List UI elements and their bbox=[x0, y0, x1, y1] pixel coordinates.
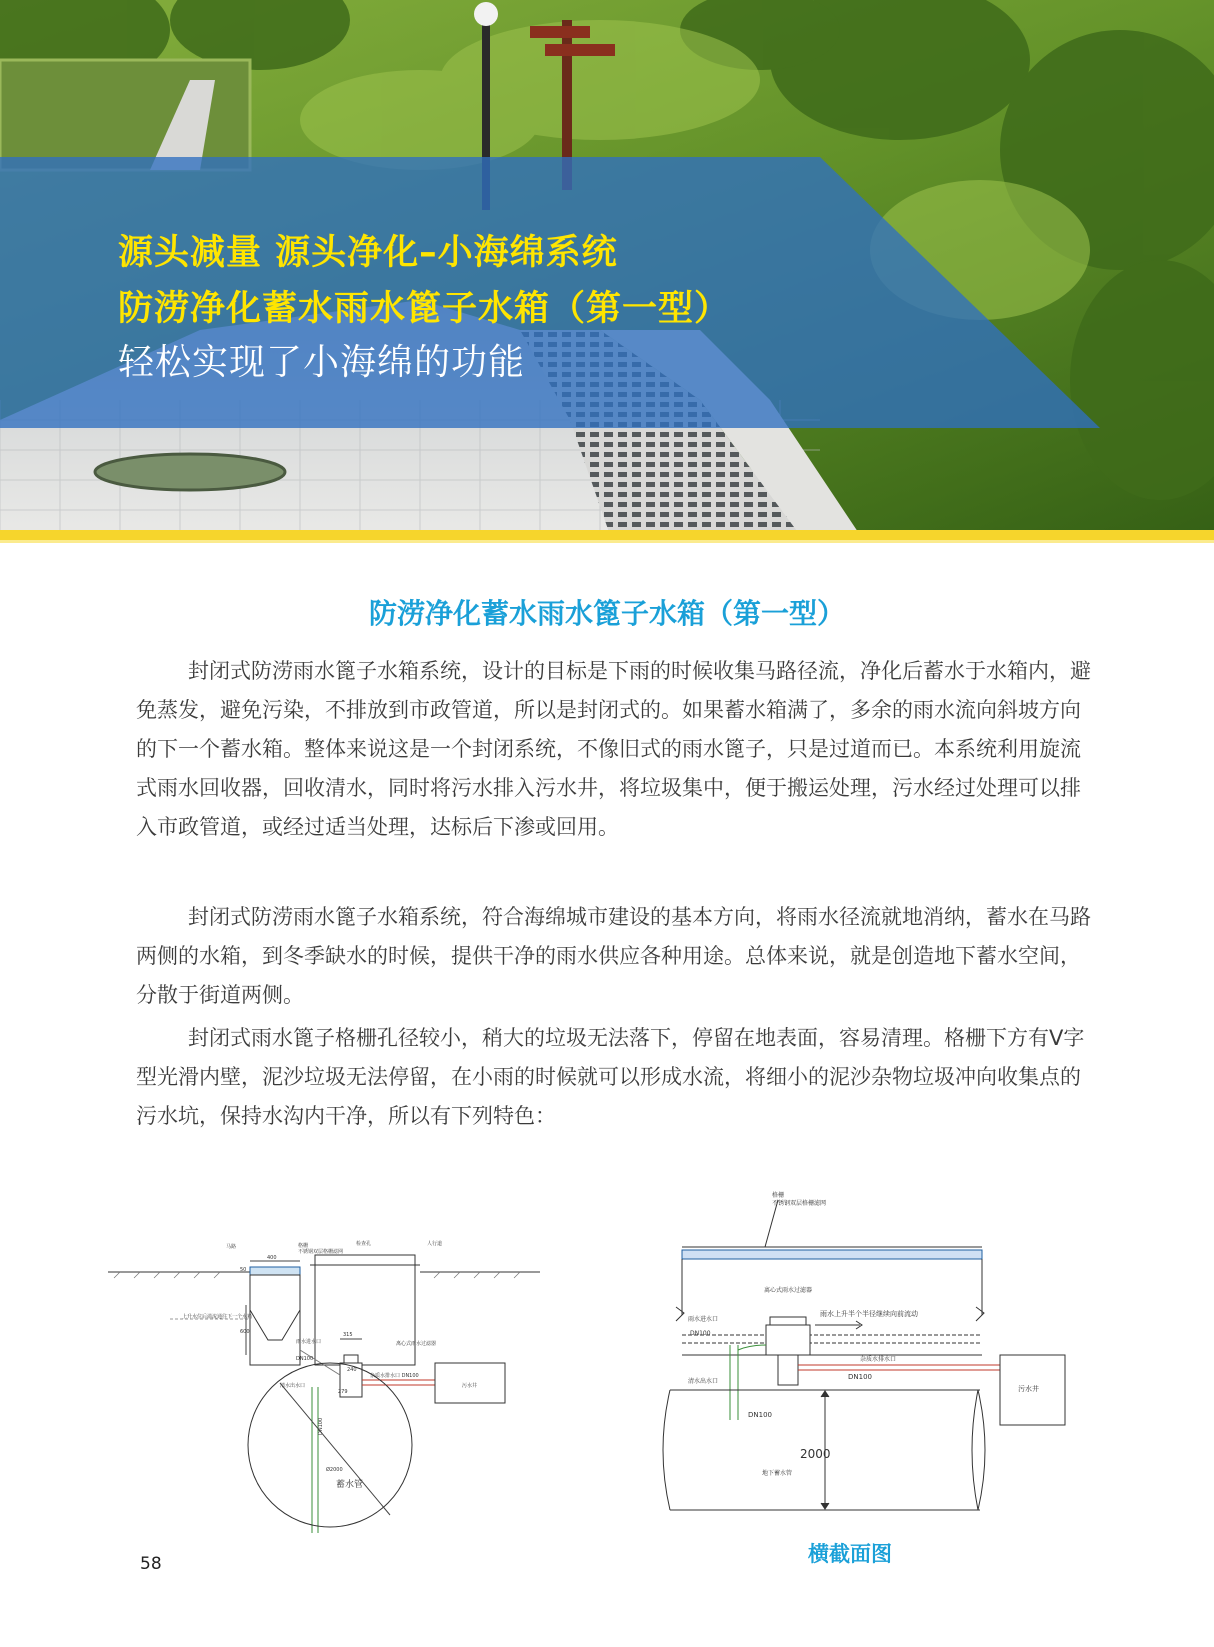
left-label-grate: 格栅 bbox=[298, 1243, 309, 1249]
hero-title-line-2: 防涝净化蓄水雨水篦子水箱（第一型） bbox=[118, 289, 731, 329]
left-label-inlet: 雨水进水口 bbox=[296, 1339, 322, 1345]
left-dim-240: 240 bbox=[347, 1367, 357, 1373]
left-label-sidewalk: 人行道 bbox=[427, 1241, 443, 1247]
paragraph-1: 封闭式防涝雨水篦子水箱系统，设计的目标是下雨的时候收集马路径流，净化后蓄水于水箱内，避免蒸发，避免污染，不排放到市政管道，所以是封闭式的。如果蓄水箱满了，多余的雨水流向斜坡方向的下一个蓄水箱。整体来说这是一个封闭系统，不像旧式的雨水篦子，只是过道而已。本系统利用旋流式雨水回收器，回收清水，同时将污水排入污水井，将垃圾集中，便于搬运处理，污水经过处理可以排入市政管道，或经过适当处理，达标后下渗或回用。 bbox=[136, 659, 1091, 839]
paragraph-3: 封闭式雨水篦子格栅孔径较小，稍大的垃圾无法落下，停留在地表面，容易清理。格栅下方有V字型光滑内壁，泥沙垃圾无法停留，在小雨的时候就可以形成水流，将细小的泥沙杂物垃圾冲向收集点的污水坑，保持水沟内干净，所以有下列特色： bbox=[136, 1026, 1085, 1128]
left-dim-400: 400 bbox=[267, 1255, 277, 1261]
right-label-clean-outlet: 清水出水口 bbox=[688, 1378, 719, 1385]
left-label-sewage-well: 污水井 bbox=[462, 1383, 478, 1389]
left-label-sewage-outlet: 杂质水排水口 DN100 bbox=[370, 1373, 419, 1379]
left-label-dn100-b: DN100 bbox=[318, 1417, 324, 1435]
left-label-outlet: 清水出水口 bbox=[280, 1383, 306, 1389]
left-dim-279: 279 bbox=[338, 1389, 348, 1395]
hero-subtitle: 轻松实现了小海绵的功能 bbox=[118, 342, 526, 383]
right-section-diagram bbox=[660, 1185, 1090, 1525]
right-label-sewage-well: 污水井 bbox=[1018, 1385, 1039, 1393]
right-label-grate: 格栅 bbox=[772, 1192, 785, 1199]
hero-title-line-1: 源头减量 源头净化–小海绵系统 bbox=[118, 233, 618, 273]
right-label-dn100-c: DN100 bbox=[748, 1411, 772, 1419]
left-label-diameter: Ø2000 bbox=[326, 1467, 343, 1473]
left-section-diagram bbox=[100, 1215, 560, 1535]
section-heading: 防涝净化蓄水雨水篦子水箱（第一型） bbox=[368, 597, 845, 630]
left-label-inspection: 检查孔 bbox=[356, 1241, 372, 1247]
left-label-overflow: 上升水位后溢流通往下一个水箱 bbox=[182, 1314, 253, 1320]
right-label-flow-note: 雨水上升半个半径继续向前流动 bbox=[820, 1310, 918, 1318]
left-label-separator: 离心式雨水过滤器 bbox=[396, 1341, 437, 1347]
right-label-sewage-outlet: 杂质水排水口 bbox=[860, 1356, 897, 1363]
left-label-tank: 蓄水管 bbox=[336, 1480, 364, 1490]
left-label-road: 马路 bbox=[226, 1244, 237, 1250]
left-dim-600: 600 bbox=[240, 1329, 250, 1335]
accent-bar-light bbox=[0, 540, 1214, 543]
right-label-grate-note: 不锈钢双层格栅滤网 bbox=[772, 1200, 827, 1207]
right-label-dn100-b: DN100 bbox=[848, 1373, 872, 1381]
hero-banner bbox=[0, 0, 1214, 535]
paragraph-2: 封闭式防涝雨水篦子水箱系统，符合海绵城市建设的基本方向，将雨水径流就地消纳，蓄水在马路两侧的水箱，到冬季缺水的时候，提供干净的雨水供应各种用途。总体来说，就是创造地下蓄水空间，分散于街道两侧。 bbox=[136, 905, 1091, 1007]
left-label-dn100-a: DN100 bbox=[296, 1356, 314, 1362]
left-label-grate-note: 不锈钢双层格栅滤网 bbox=[298, 1249, 344, 1255]
left-dim-50: 50 bbox=[240, 1267, 247, 1273]
right-label-separator: 离心式雨水过滤器 bbox=[764, 1287, 813, 1294]
diagram-caption: 横截面图 bbox=[808, 1542, 892, 1566]
left-dim-315: 315 bbox=[343, 1332, 353, 1338]
right-label-inlet: 雨水进水口 bbox=[688, 1316, 719, 1323]
right-label-tank: 地下蓄水管 bbox=[762, 1470, 793, 1477]
right-label-dn100-a: DN100 bbox=[690, 1330, 711, 1337]
page-number: 58 bbox=[140, 1554, 162, 1574]
right-label-height: 2000 bbox=[800, 1447, 831, 1461]
accent-bar bbox=[0, 530, 1214, 540]
